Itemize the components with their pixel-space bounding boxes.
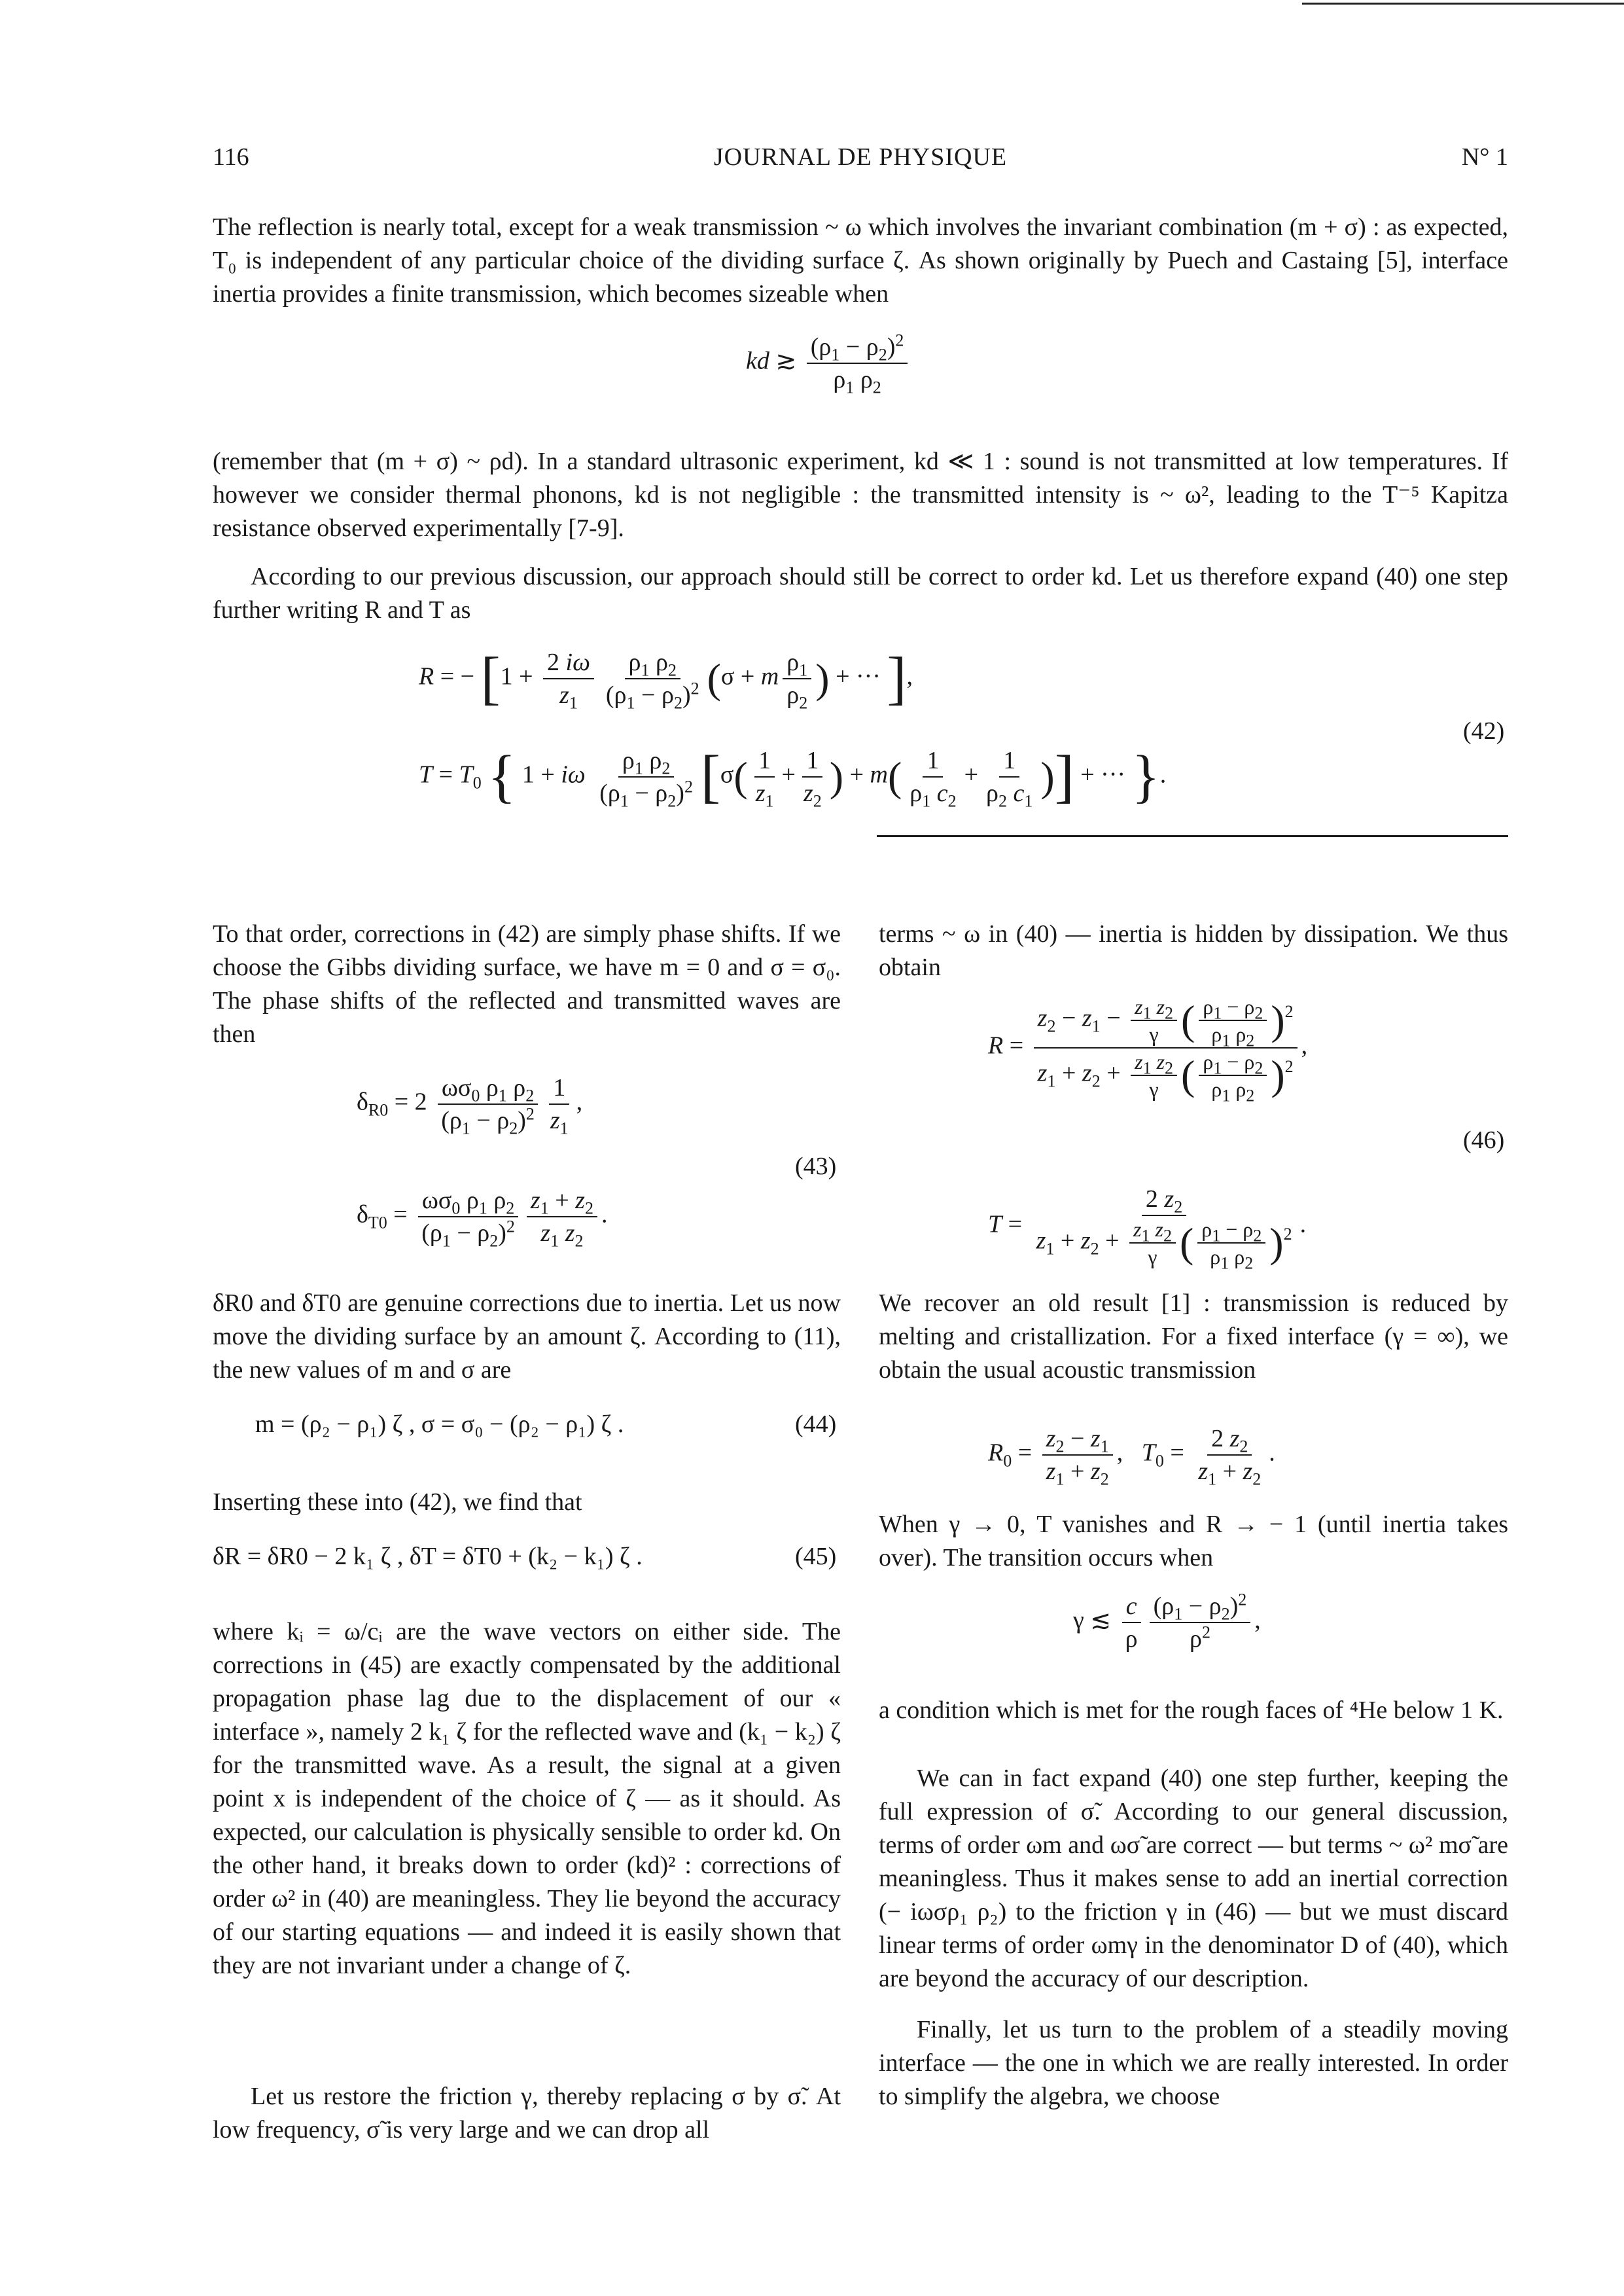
page-number: 116: [213, 143, 249, 171]
paragraph: δR0 and δT0 are genuine corrections due to inertia. Let us now move the dividing surface by an amount ζ. According to (11), the new values of m and σ are: [213, 1289, 841, 1384]
equation-43-deltaR0: $\delta_{R0} = 2$ $\frac{\omega\sigma_0 \rho_1 \rho_2}{(\rho_1 - \rho_2)^2}$ $\frac{1}{z_1}$ ,: [357, 1074, 583, 1138]
equation-44-number: (44): [795, 1410, 837, 1438]
equation-42-T: $T = T_0$ { 1 + iω $\frac{\rho_1 \rho_2}{(\rho_1 - \rho_2)^2}$ [σ( $\frac{1}{z_1}$ + $\frac{1}{z_2}$ ) + m( $\frac{1}{\rho_1 c_2}$ + $\frac{1}{\rho_2 c_1}$ )] + ··· }.: [419, 744, 1167, 811]
top-paragraph-1: [213, 211, 1508, 311]
paragraph: When γ → 0, T vanishes and R → − 1 (until inertia takes over). The transition occurs when: [879, 1511, 1508, 1571]
equation-44: m = (ρ₂ − ρ₁) ζ , σ = σ₀ − (ρ₂ − ρ₁) ζ .: [255, 1410, 624, 1438]
page-header: [213, 143, 1508, 175]
right-paragraph-3: [879, 1508, 1508, 1575]
paragraph: To that order, corrections in (42) are simply phase shifts. If we choose the Gibbs dividing surface, we have m = 0 and σ = σ₀. The phase shifts of the reflected and transmitted waves are then: [213, 920, 841, 1048]
equation-gamma-condition: γ ≲ $\frac{c}{\rho}$ $\frac{(\rho_1 - \rho_2)^2}{\rho^2}$ ,: [1073, 1590, 1261, 1653]
equation-42-R: R = − [1 + $\frac{2 i\omega}{z_1}$ $\frac{\rho_1 \rho_2}{(\rho_1 - \rho_2)^2}$ (σ + m $\frac{\rho_1}{\rho_2}$ ) + ··· ],: [419, 646, 913, 713]
paragraph: We recover an old result [1] : transmission is reduced by melting and cristallization. For a fixed interface (γ = ∞), we obtain the usual acoustic transmission: [879, 1289, 1508, 1384]
left-paragraph-2: [213, 1287, 841, 1387]
equation-45-number: (45): [795, 1543, 837, 1570]
scan-artifact-line: [1302, 3, 1624, 5]
equation-46-R: R = $z_2 - z_1$ − $\frac{z_1 z_2}{\gamma}$ ( $\frac{\rho_1 - \rho_2}{\rho_1 \rho_2}$ )$^2$ $z_1 + z_2$ + $\frac{z_1 z_2}{\gamma}$ ( $\frac{\rho_1 - \rho_2}{\rho_1 \rho_2}$ )$^2$ ,: [988, 995, 1308, 1105]
equation-42-number: (42): [1463, 717, 1505, 745]
paragraph: Finally, let us turn to the problem of a steadily moving interface — the one in which we are really interested. In order to simplify the algebra, we choose: [879, 2016, 1508, 2110]
right-paragraph-5: [879, 1762, 1508, 1996]
equation-45: δR = δR0 − 2 k₁ ζ , δT = δT0 + (k₂ − k₁) ζ .: [213, 1543, 643, 1570]
paragraph: where kᵢ = ω/cᵢ are the wave vectors on either side. The corrections in (45) are exactly compensated by the additional propagation phase lag due to the displacement of our « interface », namely 2 k₁ ζ for the reflected wave and (k₁ − k₂) ζ for the transmitted wave. As a result, the signal at a given point x is independent of the choice of ζ — as it should. As expected, our calculation is physically sensible to order kd. On the other hand, it breaks down to order (kd)² : corrections of order ω² in (40) are meaningless. They lie beyond the accuracy of our starting equations — and indeed it is easily shown that they are not invariant under a change of ζ.: [213, 1618, 841, 1979]
paragraph: terms ~ ω in (40) — inertia is hidden by dissipation. We thus obtain: [879, 920, 1508, 981]
equation-46-T: T = 2 $z_2$ $z_1 + z_2$ + $\frac{z_1 z_2}{\gamma}$ ( $\frac{\rho_1 - \rho_2}{\rho_1 \rho_2}$ )$^2$ .: [988, 1185, 1307, 1273]
equation-kd-condition: kd ≳ $\frac{(\rho_1 - \rho_2)^2}{\rho_1 \rho_2}$: [746, 332, 911, 394]
left-paragraph-3: [213, 1486, 841, 1519]
left-paragraph-4: [213, 1615, 841, 1982]
equation-43-deltaT0: $\delta_{T0}$ = $\frac{\omega\sigma_0 \rho_1 \rho_2}{(\rho_1 - \rho_2)^2}$ $\frac{z_1 + z_2}{z_1 z_2}$ .: [357, 1187, 608, 1251]
right-paragraph-1: [879, 918, 1508, 984]
equation-46-number: (46): [1463, 1126, 1505, 1154]
paragraph: Let us restore the friction γ, thereby replacing σ by σ̃. At low frequency, σ̃ is very large and we can drop all: [213, 2083, 841, 2144]
paragraph: We can in fact expand (40) one step further, keeping the full expression of σ̃. According to our general discussion, terms of order ωm and ωσ̃ are correct — but terms ~ ω² mσ̃ are meaningless. Thus it makes sense to add an inertial correction (− iωσρ₁ ρ₂) to the friction γ in (46) — but we must discard linear terms of order ωmγ in the denominator D of (40), which are beyond the accuracy of our description.: [879, 1765, 1508, 1992]
paragraph: Inserting these into (42), we find that: [213, 1488, 582, 1516]
issue-number: N° 1: [1461, 143, 1508, 171]
top-paragraph-2: [213, 445, 1508, 545]
right-paragraph-4: [879, 1694, 1508, 1727]
paragraph: (remember that (m + σ) ~ ρd). In a standard ultrasonic experiment, kd ≪ 1 : sound is not transmitted at low temperatures. If however we consider thermal phonons, kd is not negligible : the transmitted intensity is ~ ω², leading to the T⁻⁵ Kapitza resistance observed experimentally [7-9].: [213, 448, 1508, 542]
journal-title: JOURNAL DE PHYSIQUE: [713, 143, 1008, 171]
column-divider-rule: [877, 835, 1508, 837]
paragraph: The reflection is nearly total, except for a weak transmission ~ ω which involves the invariant combination (m + σ) : as expected, T₀ is independent of any particular choice of the dividing surface ζ. As shown originally by Puech and Castaing [5], interface inertia provides a finite transmission, which becomes sizeable when: [213, 213, 1508, 308]
right-paragraph-2: [879, 1287, 1508, 1387]
paragraph: a condition which is met for the rough faces of ⁴He below 1 K.: [879, 1696, 1504, 1724]
left-paragraph-1: [213, 918, 841, 1051]
top-paragraph-3: [213, 560, 1508, 627]
paragraph: According to our previous discussion, our approach should still be correct to order kd. Let us therefore expand (40) one step further writing R and T as: [213, 563, 1508, 624]
left-paragraph-5: [213, 2080, 841, 2147]
equation-R0-T0: $R_0$ = $\frac{z_2 - z_1}{z_1 + z_2}$ , $T_0$ = $\frac{2 z_2}{z_1 + z_2}$ .: [988, 1425, 1275, 1489]
equation-43-number: (43): [795, 1153, 837, 1180]
right-paragraph-6: [879, 2013, 1508, 2113]
